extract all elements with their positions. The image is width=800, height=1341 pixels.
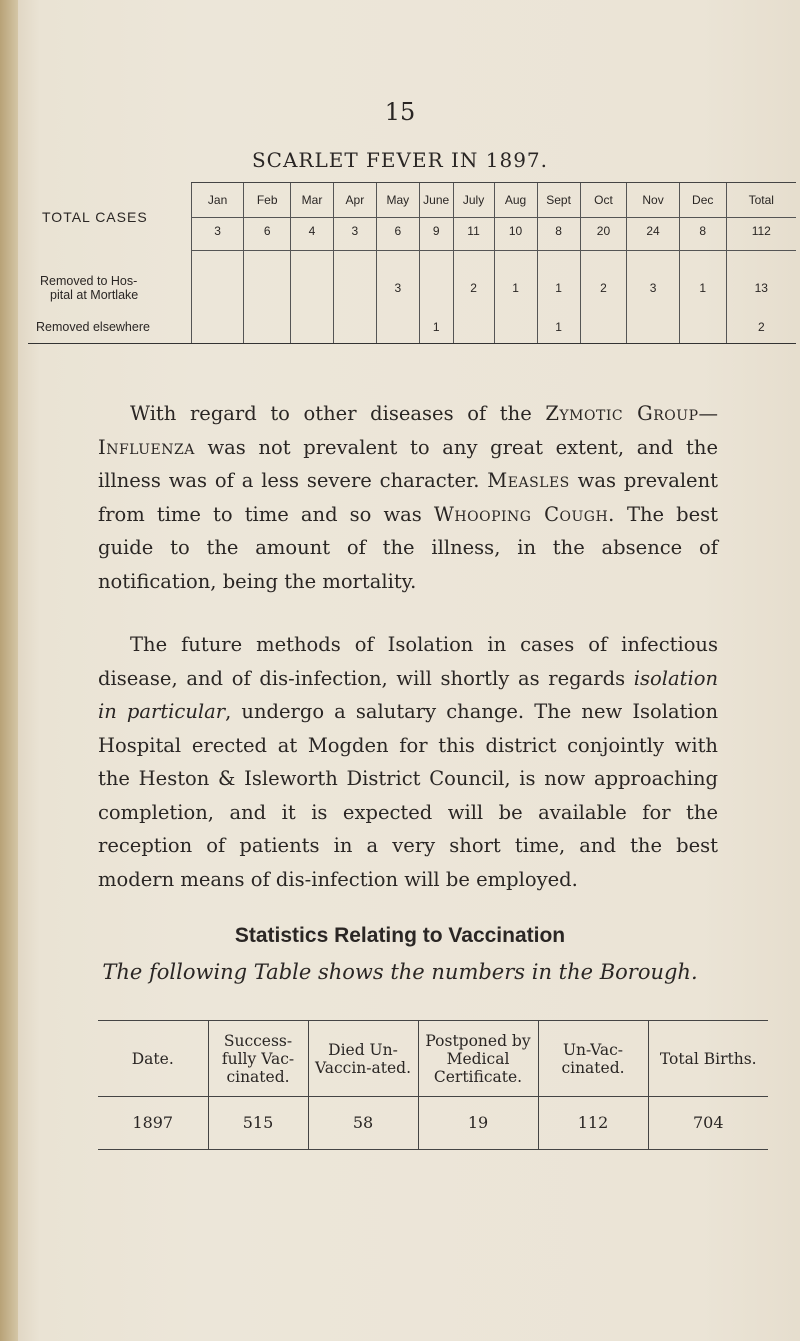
month-header: Sept — [537, 183, 580, 218]
total-cell: 6 — [244, 218, 291, 251]
removed-mortlake-row — [28, 265, 796, 311]
scarlet-fever-table — [28, 182, 796, 344]
vaccination-intro: The following Table shows the numbers in the Borough. — [102, 960, 698, 984]
page-number: 15 — [384, 98, 416, 126]
vaccination-value-row — [98, 1097, 768, 1150]
table-cell: 58 — [308, 1097, 418, 1150]
month-header: Aug — [494, 183, 537, 218]
month-header: June — [419, 183, 453, 218]
data-cell: 2 — [726, 311, 796, 344]
row-label: Removed elsewhere — [28, 311, 191, 344]
month-header: Feb — [244, 183, 291, 218]
book-spine — [0, 0, 18, 1341]
column-header: Died Un-Vaccin-ated. — [308, 1021, 418, 1097]
month-header: Dec — [679, 183, 726, 218]
data-cell: 1 — [537, 311, 580, 344]
data-cell: 1 — [494, 265, 537, 311]
data-cell — [453, 311, 494, 344]
month-header: Total — [726, 183, 796, 218]
data-cell: 3 — [627, 265, 680, 311]
total-cell: 20 — [580, 218, 627, 251]
data-cell: 2 — [453, 265, 494, 311]
total-cell: 8 — [537, 218, 580, 251]
data-cell: 3 — [376, 265, 419, 311]
page-heading: SCARLET FEVER IN 1897. — [251, 148, 549, 172]
column-header: Postponed by Medical Certificate. — [418, 1021, 538, 1097]
data-cell: 1 — [419, 311, 453, 344]
table-cell: 112 — [538, 1097, 648, 1150]
data-cell — [333, 265, 376, 311]
data-cell: 2 — [580, 265, 627, 311]
total-cell: 112 — [726, 218, 796, 251]
data-cell — [244, 311, 291, 344]
column-header: Success-fully Vac-cinated. — [208, 1021, 308, 1097]
total-cell: 8 — [679, 218, 726, 251]
month-header-row — [28, 183, 796, 218]
total-cell: 10 — [494, 218, 537, 251]
data-cell — [291, 311, 334, 344]
data-cell — [580, 311, 627, 344]
vaccination-table — [98, 1020, 768, 1150]
data-cell — [244, 265, 291, 311]
total-cell: 3 — [191, 218, 243, 251]
total-cases-label: TOTAL CASES — [42, 208, 148, 225]
data-cell: 1 — [679, 265, 726, 311]
column-header: Total Births. — [648, 1021, 768, 1097]
total-cell: 11 — [453, 218, 494, 251]
vaccination-header-row — [98, 1021, 768, 1097]
table-cell: 19 — [418, 1097, 538, 1150]
column-header: Un-Vac-cinated. — [538, 1021, 648, 1097]
zymotic-paragraph: With regard to other diseases of the Zymotic Group—Influenza was not prevalent to any great extent, and the illness was of a less severe character. Measles was prevalent from time to time and so was Whooping Cough. The best guide to the amount of the illness, in the absence of notification, being the mortality. — [98, 402, 718, 593]
table-cell: 515 — [208, 1097, 308, 1150]
data-cell — [333, 311, 376, 344]
data-cell: 13 — [726, 265, 796, 311]
table-cell: 1897 — [98, 1097, 208, 1150]
month-header: Jan — [191, 183, 243, 218]
total-cell: 6 — [376, 218, 419, 251]
total-cell: 9 — [419, 218, 453, 251]
data-cell — [627, 311, 680, 344]
month-header: Mar — [291, 183, 334, 218]
data-cell — [419, 265, 453, 311]
month-header: Nov — [627, 183, 680, 218]
data-cell: 1 — [537, 265, 580, 311]
data-cell — [679, 311, 726, 344]
vaccination-subheading: Statistics Relating to Vaccination — [234, 924, 566, 947]
month-header: May — [376, 183, 419, 218]
removed-elsewhere-row — [28, 311, 796, 344]
month-header: Apr — [333, 183, 376, 218]
total-cell: 4 — [291, 218, 334, 251]
month-header: July — [453, 183, 494, 218]
table-cell: 704 — [648, 1097, 768, 1150]
row-label: Removed to Hos- pital at Mortlake — [40, 274, 139, 302]
column-header: Date. — [98, 1021, 208, 1097]
total-cell: 3 — [333, 218, 376, 251]
month-header: Oct — [580, 183, 627, 218]
isolation-paragraph: The future methods of Isolation in cases of infectious disease, and of dis-infection, will shortly as regards isolation in particular, undergo a salutary change. The new Isolation Hospital erected at Mogden for this district conjointly with the Heston & Isleworth District Council, is now approaching completion, and it is expected will be available for the reception of patients in a very short time, and the best modern means of dis-infection will be employed. — [98, 633, 718, 891]
data-cell — [191, 311, 243, 344]
total-cell: 24 — [627, 218, 680, 251]
data-cell — [191, 265, 243, 311]
data-cell — [291, 265, 334, 311]
data-cell — [494, 311, 537, 344]
data-cell — [376, 311, 419, 344]
